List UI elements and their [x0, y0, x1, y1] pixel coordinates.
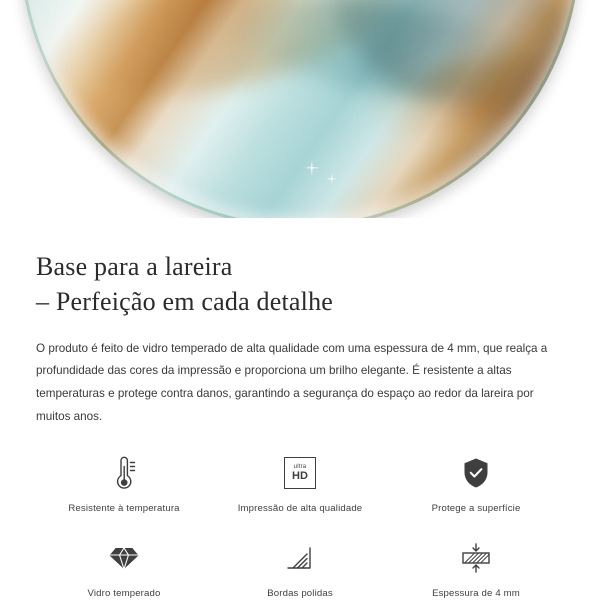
headline-line-2: – Perfeição em cada detalhe [36, 286, 334, 316]
hero-product-image [0, 0, 600, 218]
polished-edges-icon [283, 536, 317, 580]
feature-label: Bordas polidas [267, 587, 333, 599]
feature-item [212, 447, 388, 522]
headline-line-1: Base para a lareira [36, 252, 233, 281]
thermometer-icon [107, 451, 141, 495]
ultra-hd-icon [284, 451, 316, 495]
feature-item [36, 447, 212, 522]
feature-item [212, 532, 388, 607]
content-area [0, 218, 600, 607]
marble-vein [45, 24, 320, 124]
sparkle-icon [304, 160, 320, 176]
ultra-hd-badge-top: ultra [293, 463, 307, 470]
page-title [36, 250, 564, 320]
diamond-icon [106, 536, 142, 580]
thickness-arrows-icon [456, 536, 496, 580]
feature-item [388, 532, 564, 607]
feature-label: Protege a superfície [431, 502, 521, 514]
feature-label: Resistente à temperatura [68, 502, 180, 514]
feature-grid [36, 447, 564, 607]
feature-item [36, 532, 212, 607]
feature-label: Espessura de 4 mm [432, 587, 520, 599]
ultra-hd-badge-bottom: HD [292, 469, 308, 482]
sparkle-icon [326, 173, 337, 184]
feature-item [388, 447, 564, 522]
description-paragraph: O produto é feito de vidro temperado de alta qualidade com uma espessura de 4 mm, que realça a profundidade das cores da impressão e proporciona um brilho elegante. É resistente a altas temperaturas e protege contra danos, garantindo a segurança do espaço ao redor da lareira por muitos anos. [36, 341, 548, 424]
feature-label: Impressão de alta qualidade [237, 502, 363, 514]
round-glass-panel [20, 0, 580, 218]
shield-check-icon [459, 451, 493, 495]
feature-label: Vidro temperado [87, 587, 161, 599]
